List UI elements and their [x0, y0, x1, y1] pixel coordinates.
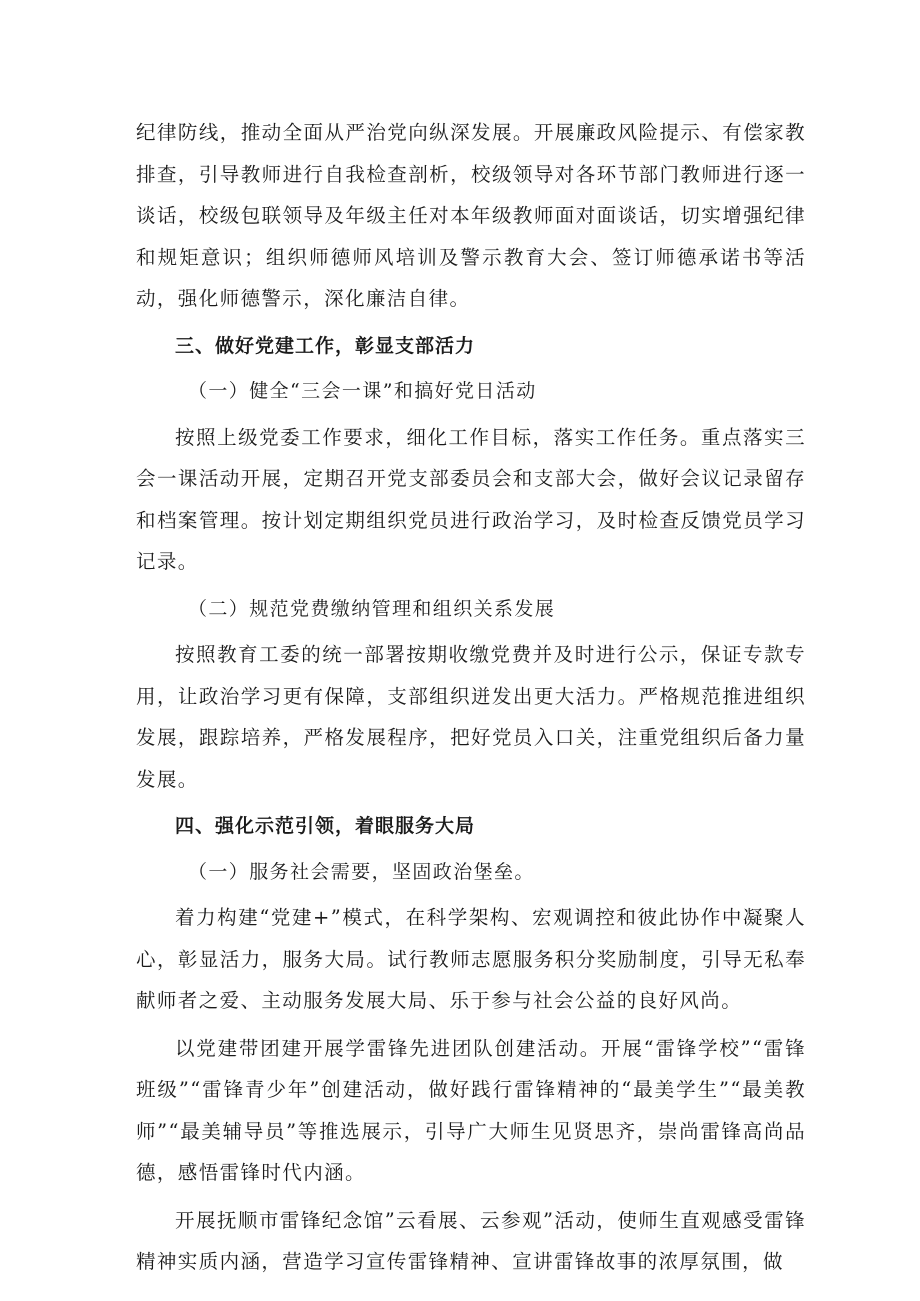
paragraph-discipline: 纪律防线，推动全面从严治党向纵深发展。开展廉政风险提示、有偿家教排查，引导教师进行自我检查剖析，校级领导对各环节部门教师进行逐一谈话，校级包联领导及年级主任对本年级教师面对面谈话，切实增强纪律和规矩意识；组织师德师风培训及警示教育大会、签订师德承诺书等活动，强化师德警示，深化廉洁自律。	[136, 121, 806, 310]
paragraph-party-plus-model: 着力构建“党建+”模式，在科学架构、宏观调控和彼此协作中凝聚人心，彰显活力，服务大局。试行教师志愿服务积分奖励制度，引导无私奉献师者之爱、主动服务发展大局、乐于参与社会公益的良好风尚。	[136, 906, 806, 1012]
subheading-serve-society: （一）服务社会需要，坚固政治堡垒。	[188, 860, 535, 883]
paragraph-lei-feng-museum: 开展抚顺市雷锋纪念馆”云看展、云参观”活动，使师生直观感受雷锋精神实质内涵，营造学习宣传雷锋精神、宣讲雷锋故事的浓厚氛围，做	[136, 1208, 806, 1273]
paragraph-three-meetings: 按照上级党委工作要求，细化工作目标，落实工作任务。重点落实三会一课活动开展，定期召开党支部委员会和支部大会，做好会议记录留存和档案管理。按计划定期组织党员进行政治学习，及时检查反馈党员学习记录。	[136, 425, 806, 573]
subheading-three-meetings: （一）健全“三会一课”和搞好党日活动	[188, 380, 537, 402]
document-body	[136, 112, 806, 1289]
subheading-party-dues: （二）规范党费缴纳管理和组织关系发展	[188, 597, 556, 620]
paragraph-lei-feng-teams: 以党建带团建开展学雷锋先进团队创建活动。开展“雷锋学校”“雷锋班级”“雷锋青少年”创建活动，做好践行雷锋精神的“最美学生”“最美教师”“最美辅导员”等推选展示，引导广大师生见贤思齐，崇尚雷锋高尚品德，感悟雷锋时代内涵。	[136, 1036, 806, 1184]
section-heading-demonstration: 四、强化示范引领，着眼服务大局	[175, 815, 476, 837]
section-heading-party-building: 三、做好党建工作，彰显支部活力	[175, 334, 476, 357]
paragraph-party-dues: 按照教育工委的统一部署按期收缴党费并及时进行公示，保证专款专用，让政治学习更有保障，支部组织迸发出更大活力。严格规范推进组织发展，跟踪培养，严格发展程序，把好党员入口关，注重党组织后备力量发展。	[136, 643, 806, 791]
